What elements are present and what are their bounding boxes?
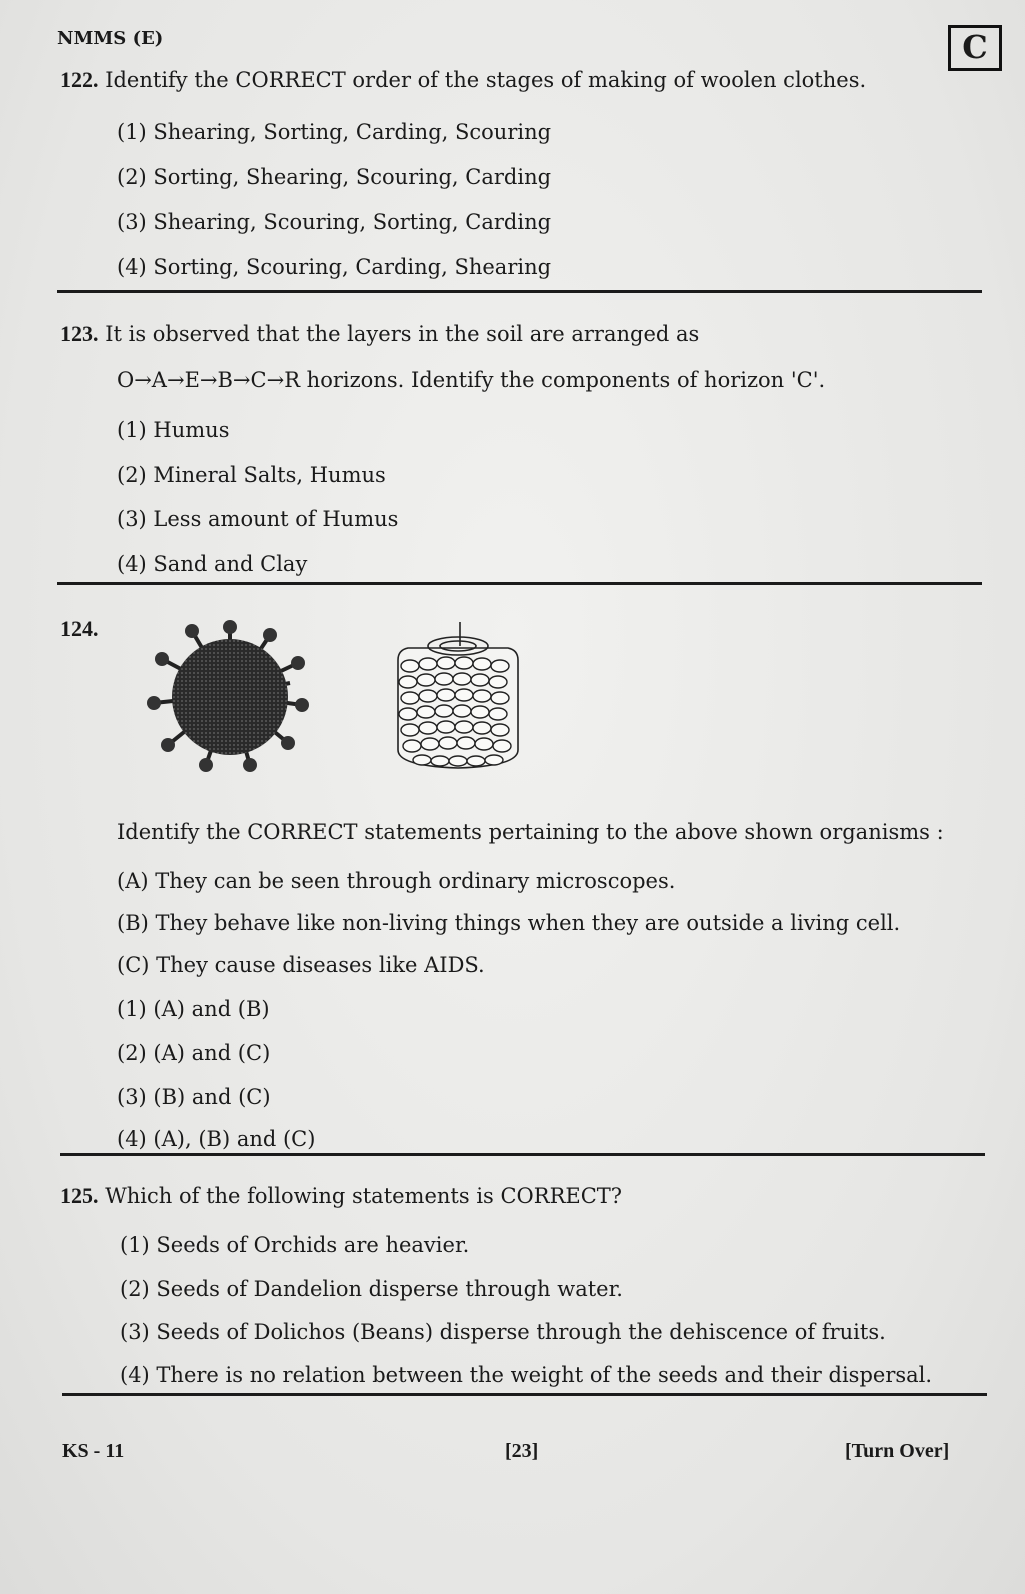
exam-title: NMMS (E) bbox=[57, 28, 164, 49]
question-stem bbox=[60, 1182, 1000, 1210]
question-number: 122. bbox=[60, 67, 99, 92]
divider bbox=[60, 1153, 985, 1156]
question-text: It is observed that the layers in the soil are arranged as bbox=[105, 322, 700, 346]
tmv-virus-illustration bbox=[388, 620, 528, 772]
question-stem bbox=[60, 66, 1000, 94]
page-number: [23] bbox=[505, 1440, 539, 1462]
statement: (A) They can be seen through ordinary microscopes. bbox=[117, 869, 676, 893]
option: (2) (A) and (C) bbox=[117, 1041, 271, 1065]
question-122 bbox=[60, 66, 1000, 94]
option: (3) (B) and (C) bbox=[117, 1085, 271, 1109]
footer-code: KS - 11 bbox=[62, 1440, 125, 1462]
question-123 bbox=[60, 320, 1000, 348]
question-text: Identify the CORRECT order of the stages of making of woolen clothes. bbox=[105, 68, 867, 92]
option: (1) Seeds of Orchids are heavier. bbox=[120, 1233, 470, 1257]
virus-body bbox=[172, 639, 288, 755]
option: (4) Sorting, Scouring, Carding, Shearing bbox=[117, 255, 552, 279]
turn-over-note: [Turn Over] bbox=[845, 1440, 950, 1462]
divider bbox=[57, 582, 982, 585]
question-125 bbox=[60, 1182, 1000, 1210]
option: (4) There is no relation between the weight of the seeds and their dispersal. bbox=[120, 1363, 933, 1387]
option: (4) (A), (B) and (C) bbox=[117, 1127, 316, 1151]
option: (1) Shearing, Sorting, Carding, Scouring bbox=[117, 120, 552, 144]
option: (3) Less amount of Humus bbox=[117, 507, 399, 531]
option: (2) Seeds of Dandelion disperse through water. bbox=[120, 1277, 623, 1301]
option: (3) Seeds of Dolichos (Beans) disperse through the dehiscence of fruits. bbox=[120, 1320, 886, 1344]
divider bbox=[62, 1393, 987, 1396]
question-number: 124. bbox=[60, 616, 99, 641]
option: (3) Shearing, Scouring, Sorting, Carding bbox=[117, 210, 552, 234]
option: (1) (A) and (B) bbox=[117, 997, 270, 1021]
statement: (B) They behave like non-living things when they are outside a living cell. bbox=[117, 911, 901, 935]
option: (2) Mineral Salts, Humus bbox=[117, 463, 386, 487]
option: (4) Sand and Clay bbox=[117, 552, 308, 576]
question-text: Identify the CORRECT statements pertaining to the above shown organisms : bbox=[117, 820, 944, 844]
question-number: 125. bbox=[60, 1183, 99, 1208]
booklet-code-box: C bbox=[948, 25, 1002, 71]
divider bbox=[57, 290, 982, 293]
question-text-continued: O→A→E→B→C→R horizons. Identify the components of horizon 'C'. bbox=[117, 368, 826, 392]
coronavirus-illustration bbox=[140, 615, 320, 775]
question-number: 123. bbox=[60, 321, 99, 346]
option: (1) Humus bbox=[117, 418, 230, 442]
statement: (C) They cause diseases like AIDS. bbox=[117, 953, 485, 977]
question-text: Which of the following statements is CORRECT? bbox=[105, 1184, 623, 1208]
question-stem bbox=[60, 320, 1000, 348]
option: (2) Sorting, Shearing, Scouring, Carding bbox=[117, 165, 552, 189]
